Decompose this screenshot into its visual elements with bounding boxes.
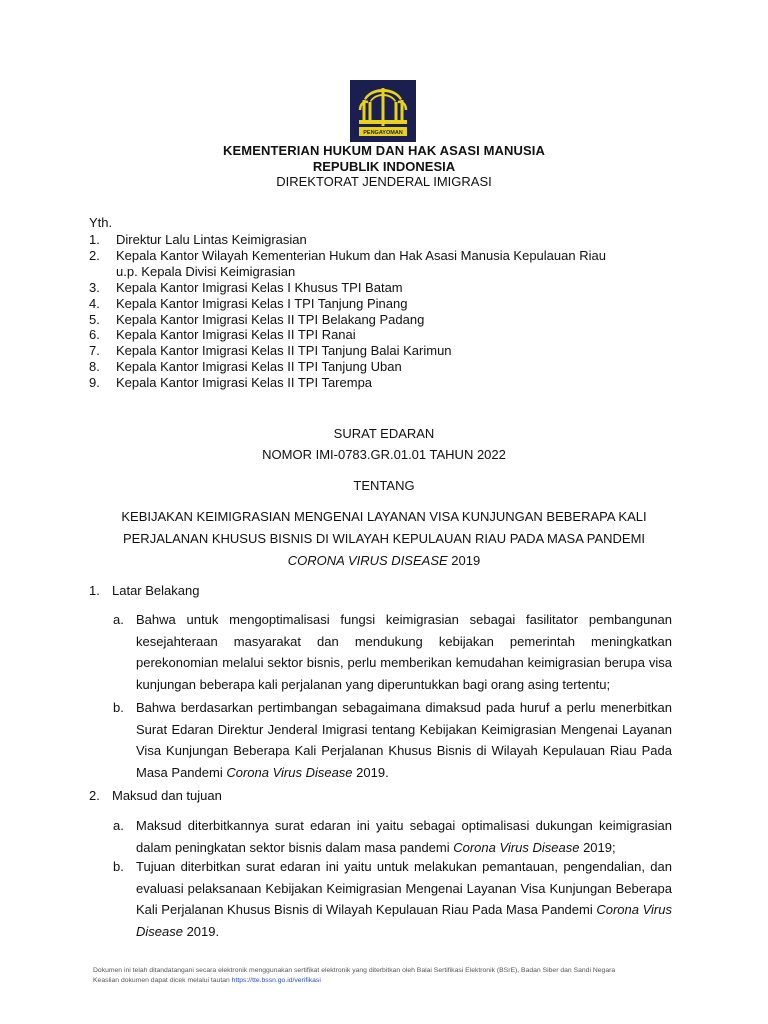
list-item [89,312,606,328]
item-text: Kepala Kantor Imigrasi Kelas II TPI Tanjung Uban [116,359,402,375]
pengayoman-emblem-icon [350,80,416,142]
list-item [89,248,606,280]
ministry-logo [350,80,416,142]
paragraph-text: Tujuan diterbitkan surat edaran ini yaitu untuk melakukan pemantauan, pengendalian, dan evaluasi pelaksanaan Kebijakan Keimigrasian Mengenai Layanan Visa Kunjungan Beberapa Kali Perjalanan Khusus Bisnis di Wilayah Kepulauan Riau Pada Masa Pandemi [136,859,672,918]
directorate-name: DIREKTORAT JENDERAL IMIGRASI [276,174,492,189]
title-italic: CORONA VIRUS DISEASE [287,553,448,568]
paragraph-italic: Corona Virus Disease [226,764,353,780]
section-number: 1. [89,583,100,598]
ministry-name: KEMENTERIAN HUKUM DAN HAK ASASI MANUSIA [223,143,545,158]
list-item [89,280,606,296]
item-number: 4. [89,295,100,311]
item-number: 1. [89,232,100,247]
item-text: Direktur Lalu Lintas Keimigrasian [116,232,307,247]
footer-line: Keaslian dokumen dapat dicek melalui tautan [93,977,232,984]
item-text: Kepala Kantor Imigrasi Kelas II TPI Tarempa [116,375,373,391]
title-main: KEBIJAKAN KEIMIGRASIAN MENGENAI LAYANAN VISA KUNJUNGAN BEBERAPA KALI PERJALANAN KHUSUS BISNIS DI WILAYAH KEPULAUAN RIAU PADA MASA PANDEMI [121,509,647,546]
paragraph-label: a. [113,612,124,627]
item-number: 9. [89,375,100,391]
paragraph-text: Bahwa berdasarkan pertimbangan sebagaimana dimaksud pada huruf a perlu menerbitkan Surat Edaran Direktur Jenderal Imigrasi tentang Kebijakan Keimigrasian Mengenai Layanan Visa Kunjungan Beberapa Kali Perjalanan Khusus Bisnis di Wilayah Kepulauan Riau Pada Masa Pandemi [136,700,672,780]
paragraph-text: Bahwa untuk mengoptimalisasi fungsi keimigrasian sebagai fasilitator pembangunan kesejahteraan masyarakat dan mendukung kebijakan pemerintah meningkatkan perekonomian melalui sektor bisnis, perlu memberikan kemudahan keimigrasian berupa visa kunjungan beberapa kali perjalanan yang diperuntukkan bagi orang asing tertentu; [136,612,672,692]
paragraph-label: a. [113,818,124,833]
section-heading [89,788,222,803]
section-number: 2. [89,788,100,803]
paragraph-label: b. [113,859,124,874]
item-text: Kepala Kantor Wilayah Kementerian Hukum dan Hak Asasi Manusia Kepulauan Riau [116,247,606,263]
section-title: Maksud dan tujuan [112,788,222,803]
item-text: Kepala Kantor Imigrasi Kelas I TPI Tanjung Pinang [116,295,408,311]
paragraph [113,815,672,858]
item-number: 8. [89,359,100,375]
list-item [89,296,606,312]
paragraph-tail: 2019. [352,764,389,780]
letter-number: NOMOR IMI-0783.GR.01.01 TAHUN 2022 [262,447,506,462]
item-number: 7. [89,343,100,359]
section-heading [89,583,199,598]
paragraph [113,697,672,783]
country-name: REPUBLIK INDONESIA [312,159,456,174]
paragraph-italic: Corona Virus Disease [453,839,580,855]
paragraph-text: Maksud diterbitkannya surat edaran ini yaitu sebagai optimalisasi dukungan keimigrasian dalam peningkatan sektor bisnis dalam masa pandemi [136,818,672,855]
list-item [89,343,606,359]
footer-line: Dokumen ini telah ditandatangani secara elektronik menggunakan sertifikat elektronik yang diterbitkan oleh Balai Sertifikasi Elektronik (BSrE), Badan Siber dan Sandi Negara [93,967,616,974]
letter-type: SURAT EDARAN [333,426,435,441]
list-item [89,327,606,343]
salutation: Yth. [89,215,113,230]
paragraph-tail: 2019. [182,923,220,939]
item-text: Kepala Kantor Imigrasi Kelas I Khusus TPI Batam [116,279,403,295]
section-title: Latar Belakang [112,583,200,598]
letter-title [96,506,672,572]
paragraph-label: b. [113,700,124,715]
verification-link[interactable]: https://tte.bssn.go.id/verifikasi [231,977,321,984]
about-label: TENTANG [353,478,415,493]
item-text-continued: u.p. Kepala Divisi Keimigrasian [116,263,296,279]
item-text: Kepala Kantor Imigrasi Kelas II TPI Tanjung Balai Karimun [116,343,452,359]
e-signature-footer [93,966,685,986]
recipient-list [89,232,606,391]
paragraph [113,609,672,695]
item-number: 6. [89,327,100,343]
item-text: Kepala Kantor Imigrasi Kelas II TPI Belakang Padang [116,311,425,327]
list-item [89,232,606,248]
title-year: 2019 [447,553,481,568]
logo-caption: PENGAYOMAN [363,130,403,136]
paragraph [113,856,672,942]
item-number: 3. [89,279,100,295]
list-item [89,375,606,391]
paragraph-tail: 2019; [579,839,616,855]
item-text: Kepala Kantor Imigrasi Kelas II TPI Ranai [116,327,356,343]
item-number: 2. [89,247,100,263]
item-number: 5. [89,311,100,327]
paragraph-italic: Corona Virus Disease [136,902,672,939]
list-item [89,359,606,375]
